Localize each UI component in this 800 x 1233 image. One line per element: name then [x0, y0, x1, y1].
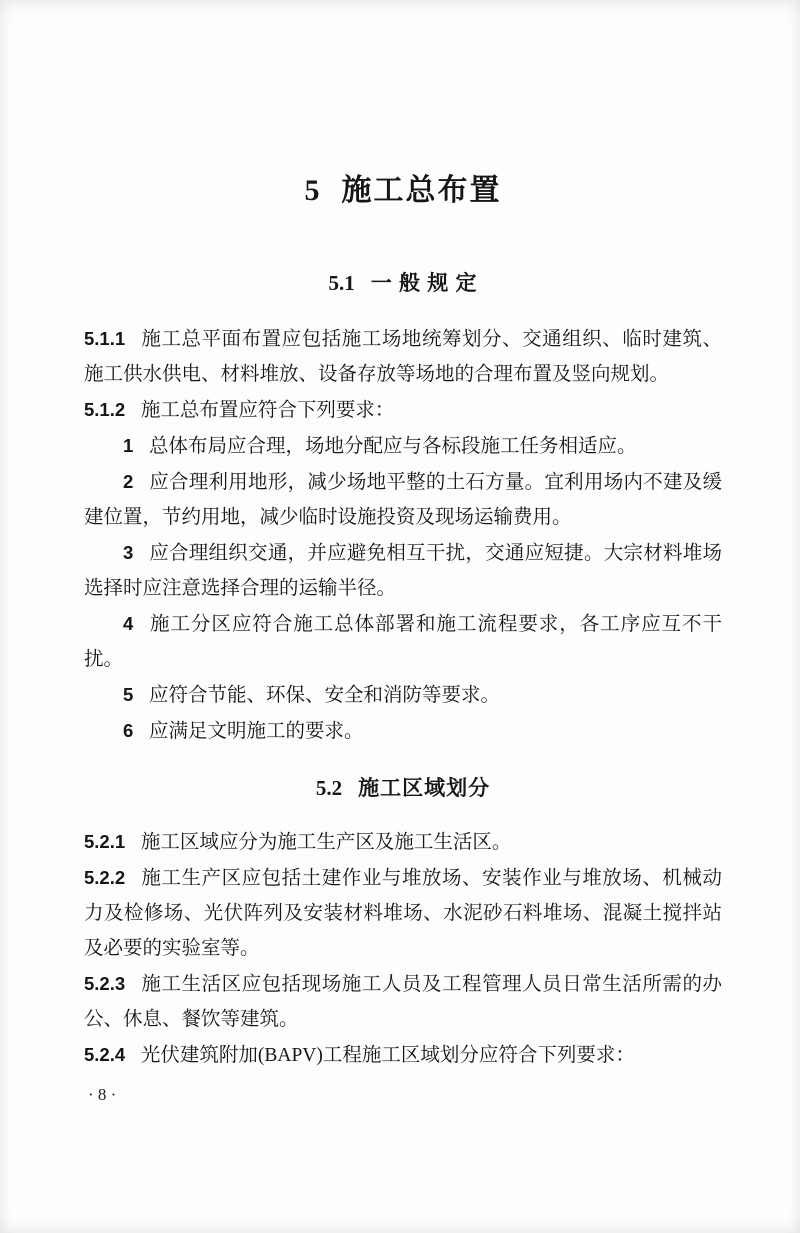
list-item-6 [84, 713, 722, 749]
item-number: 1 [123, 435, 134, 456]
list-item-2 [84, 464, 722, 535]
clause-number: 5.2.2 [84, 867, 126, 888]
item-text: 应合理组织交通，并应避免相互干扰，交通应短捷。大宗材料堆场选择时应注意选择合理的运输半径。 [84, 543, 722, 599]
clause-text: 光伏建筑附加(BAPV)工程施工区域划分应符合下列要求： [140, 1045, 635, 1066]
clause-5-2-4 [84, 1037, 722, 1073]
chapter-title-text: 施工总布置 [341, 174, 502, 207]
clause-5-2-3 [84, 966, 722, 1037]
page-number: · 8 · [88, 1085, 117, 1104]
chapter-number: 5 [304, 174, 320, 207]
section-title-text: 施工区域划分 [358, 776, 491, 800]
clause-number: 5.2.1 [84, 831, 126, 852]
clause-number: 5.1.1 [84, 328, 126, 349]
section-number: 5.1 [328, 271, 355, 295]
item-number: 5 [123, 684, 134, 705]
clause-5-1-1 [84, 321, 722, 392]
clause-text: 施工总平面布置应包括施工场地统筹划分、交通组织、临时建筑、施工供水供电、材料堆放、设备存放等场地的合理布置及竖向规划。 [84, 329, 722, 385]
clause-text: 施工生活区应包括现场施工人员及工程管理人员日常生活所需的办公、休息、餐饮等建筑。 [84, 974, 722, 1030]
clause-number: 5.1.2 [84, 399, 126, 420]
list-item-5 [84, 677, 722, 713]
section-number: 5.2 [315, 776, 343, 800]
item-number: 4 [123, 613, 134, 634]
clause-5-2-2 [84, 860, 722, 966]
clause-number: 5.2.4 [84, 1044, 126, 1065]
item-text: 应满足文明施工的要求。 [149, 721, 364, 742]
clause-text: 施工总布置应符合下列要求： [140, 400, 395, 421]
item-text: 应合理利用地形，减少场地平整的土石方量。宜利用场内不建及缓建位置，节约用地，减少临时设施投资及现场运输费用。 [84, 472, 722, 528]
section-title-text: 一 般 规 定 [370, 271, 478, 295]
clause-text: 施工区域应分为施工生产区及施工生活区。 [140, 832, 512, 853]
section-heading-5-2 [84, 775, 722, 802]
item-text: 总体布局应合理，场地分配应与各标段施工任务相适应。 [149, 436, 637, 457]
list-item-3 [84, 535, 722, 606]
item-text: 应符合节能、环保、安全和消防等要求。 [149, 685, 501, 706]
clause-5-1-2 [84, 392, 722, 428]
item-number: 3 [123, 542, 134, 563]
clause-text: 施工生产区应包括土建作业与堆放场、安装作业与堆放场、机械动力及检修场、光伏阵列及安装材料堆场、水泥砂石料堆场、混凝土搅拌站及必要的实验室等。 [84, 868, 722, 959]
section-heading-5-1 [84, 270, 722, 297]
item-number: 6 [123, 720, 134, 741]
item-text: 施工分区应符合施工总体部署和施工流程要求，各工序应互不干扰。 [84, 614, 722, 670]
item-number: 2 [123, 471, 134, 492]
clause-number: 5.2.3 [84, 973, 126, 994]
list-item-4 [84, 606, 722, 677]
clause-5-2-1 [84, 824, 722, 860]
list-item-1 [84, 428, 722, 464]
chapter-heading [84, 172, 722, 210]
